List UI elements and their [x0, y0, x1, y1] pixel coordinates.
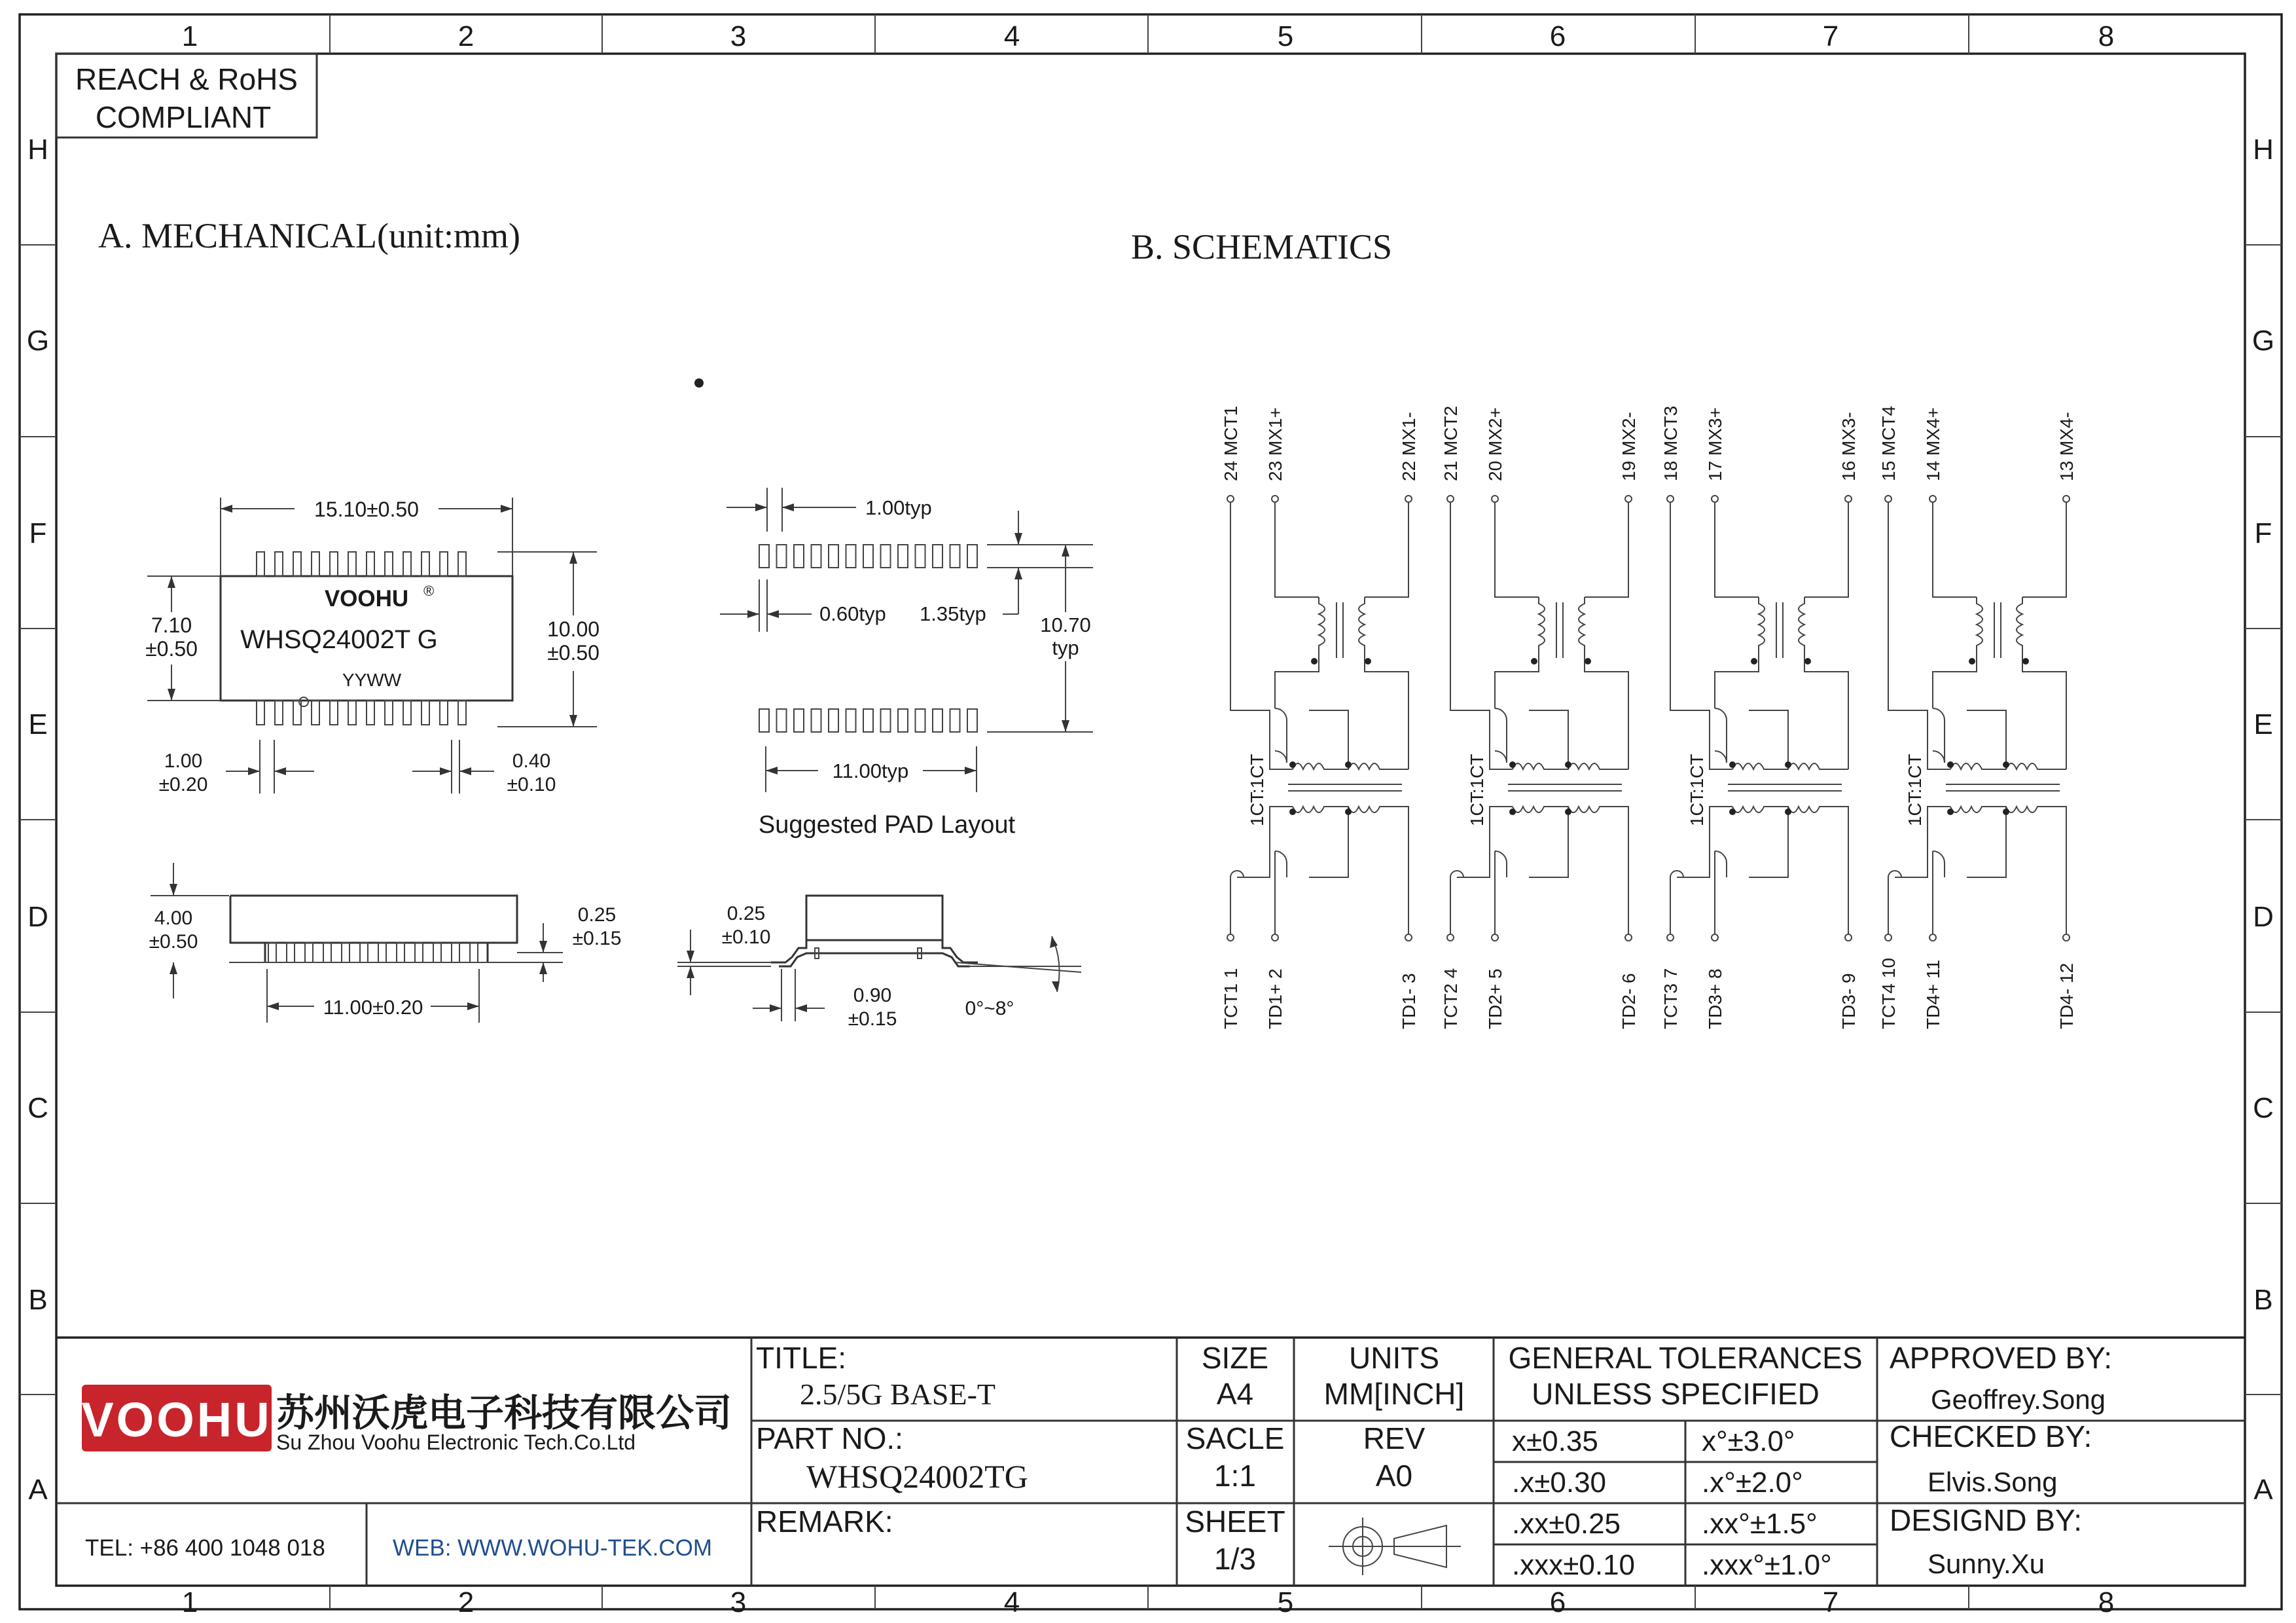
schematic-bottom-pin-label: TCT4 10	[1878, 958, 1899, 1029]
schematic-top-pin-label: 23 MX1+	[1265, 407, 1285, 481]
end-view-lead-thk-b: ±0.10	[721, 926, 771, 948]
logo-text: VOOHU	[81, 1393, 272, 1447]
schematic-top-pin-label: 24 MCT1	[1221, 405, 1241, 481]
top-view-height-dim-b: ±0.50	[145, 637, 198, 661]
company-name-en: Su Zhou Voohu Electronic Tech.Co.Ltd	[276, 1431, 636, 1454]
schematic-top-pin-label: 20 MX2+	[1485, 407, 1505, 481]
grid-col-label-top: 6	[1549, 20, 1566, 52]
pad-height-dim: 1.35typ	[920, 602, 986, 625]
tolerance-title-1: GENERAL TOLERANCES	[1508, 1341, 1863, 1375]
grid-row-label-left: A	[28, 1474, 48, 1506]
schematic-bottom-pin-label: TD3+ 8	[1705, 968, 1725, 1029]
schematic-top-pin-label: 16 MX3-	[1839, 412, 1859, 481]
approved-value: Geoffrey.Song	[1931, 1384, 2106, 1415]
scale-label: SACLE	[1185, 1421, 1285, 1455]
grid-row-label-left: C	[27, 1092, 48, 1124]
rev-value: A0	[1375, 1459, 1413, 1493]
grid-row-label-left: B	[28, 1284, 48, 1316]
tel: TEL: +86 400 1048 018	[85, 1535, 325, 1561]
pad-pitch-dim: 1.00typ	[865, 496, 932, 519]
pad-span-dim-b: typ	[1052, 636, 1079, 659]
compliance-line2: COMPLIANT	[95, 100, 272, 134]
tolerance-linear: .xxx±0.10	[1512, 1549, 1636, 1581]
top-view-reg-mark: ®	[423, 583, 435, 599]
top-view-width-dim: 15.10±0.50	[314, 498, 419, 521]
schematic-top-pin-label: 18 MCT3	[1660, 405, 1681, 481]
end-view-foot-b: ±0.15	[848, 1008, 897, 1030]
schematic-bottom-pin-label: TCT1 1	[1221, 968, 1241, 1029]
schematic-top-pin-label: 19 MX2-	[1619, 412, 1639, 481]
title-value: 2.5/5G BASE-T	[800, 1377, 996, 1411]
scale-value: 1:1	[1214, 1459, 1256, 1493]
side-view	[149, 863, 622, 1023]
units-label: UNITS	[1349, 1341, 1439, 1375]
sheet-value: 1/3	[1214, 1542, 1256, 1576]
side-view-standoff-b: ±0.15	[572, 928, 622, 949]
third-angle-projection-icon	[1329, 1518, 1461, 1575]
grid-row-label-right: D	[2253, 901, 2274, 933]
mechanical-title: A. MECHANICAL(unit:mm)	[98, 216, 520, 255]
grid-col-label-bottom: 2	[457, 1586, 475, 1618]
grid-row-label-left: G	[26, 325, 50, 357]
grid-col-label-top: 5	[1277, 20, 1294, 52]
schematic-ratio-label: 1CT:1CT	[1247, 754, 1267, 826]
end-view	[677, 896, 1081, 1030]
grid-row-label-left: E	[28, 708, 48, 740]
units-value: MM[INCH]	[1323, 1377, 1465, 1411]
grid-col-label-bottom: 8	[2098, 1586, 2115, 1618]
schematic-top-pin-label: 21 MCT2	[1441, 405, 1461, 481]
designed-value: Sunny.Xu	[1928, 1548, 2045, 1579]
side-view-height-a: 4.00	[154, 907, 193, 929]
grid-row-label-right: C	[2253, 1092, 2274, 1124]
schematic-ratio-label: 1CT:1CT	[1467, 754, 1487, 826]
compliance-line1: REACH & RoHS	[75, 62, 298, 96]
schematic-channel	[1878, 406, 2077, 1029]
grid-col-label-bottom: 1	[181, 1586, 198, 1618]
tolerance-linear: .x±0.30	[1512, 1467, 1607, 1499]
size-label: SIZE	[1201, 1341, 1269, 1375]
schematic-bottom-pin-label: TD2+ 5	[1485, 968, 1505, 1029]
grid-row-label-left: H	[27, 134, 48, 166]
top-view-pitch-b: ±0.20	[158, 774, 208, 795]
schematic-bottom-pin-label: TCT2 4	[1441, 968, 1461, 1029]
end-view-angle: 0°~8°	[965, 998, 1014, 1019]
grid-col-label-top: 8	[2098, 20, 2115, 52]
grid-row-label-left: D	[27, 901, 48, 933]
grid-col-label-top: 7	[1822, 20, 1839, 52]
grid-col-label-bottom: 6	[1549, 1586, 1566, 1618]
sheet-label: SHEET	[1185, 1504, 1285, 1539]
tolerance-title-2: UNLESS SPECIFIED	[1532, 1377, 1820, 1411]
pad-layout	[720, 488, 1093, 839]
tolerance-angular: x°±3.0°	[1702, 1425, 1795, 1457]
website: WEB: WWW.WOHU-TEK.COM	[393, 1535, 712, 1561]
schematic-top-pin-label: 17 MX3+	[1705, 407, 1725, 481]
schematic-ratio-label: 1CT:1CT	[1905, 754, 1925, 826]
schematic-top-pin-label: 15 MCT4	[1878, 405, 1899, 481]
schematic-top-pin-label: 13 MX4-	[2056, 412, 2077, 481]
schematic-ratio-label: 1CT:1CT	[1687, 754, 1707, 826]
schematic-channel	[1221, 406, 1419, 1029]
title-block	[56, 1338, 2245, 1586]
top-view	[145, 498, 600, 795]
schematic	[1221, 406, 2077, 1029]
grid-col-label-bottom: 7	[1822, 1586, 1839, 1618]
grid-row-label-right: F	[2254, 517, 2272, 549]
grid-row-label-right: G	[2251, 325, 2275, 357]
grid-col-label-top: 3	[730, 20, 747, 52]
top-view-overall-dim-a: 10.00	[547, 617, 600, 641]
schematic-bottom-pin-label: TD1+ 2	[1265, 968, 1285, 1029]
pad-width-dim: 0.60typ	[819, 602, 886, 625]
part-value: WHSQ24002TG	[806, 1458, 1028, 1495]
end-view-lead-thk-a: 0.25	[726, 903, 766, 924]
grid-row-label-left: F	[29, 517, 47, 549]
grid-col-label-top: 2	[457, 20, 475, 52]
top-view-pitch-a: 1.00	[164, 750, 203, 772]
side-view-length-dim: 11.00±0.20	[323, 996, 423, 1019]
schematics-title: B. SCHEMATICS	[1131, 227, 1393, 266]
side-view-standoff-a: 0.25	[577, 904, 617, 926]
schematic-channel	[1441, 406, 1639, 1029]
schematic-bottom-pin-label: TD2- 6	[1619, 973, 1639, 1029]
grid-row-label-right: E	[2253, 708, 2273, 740]
size-value: A4	[1216, 1377, 1254, 1411]
pad-layout-caption: Suggested PAD Layout	[758, 811, 1016, 839]
grid-col-label-top: 1	[181, 20, 198, 52]
tolerance-angular: .xx°±1.5°	[1702, 1508, 1818, 1540]
tolerance-angular: .x°±2.0°	[1702, 1467, 1803, 1499]
approved-label: APPROVED BY:	[1890, 1341, 2113, 1375]
checked-value: Elvis.Song	[1928, 1467, 2058, 1497]
top-view-overall-dim-b: ±0.50	[547, 641, 600, 665]
company-name-cn: 苏州沃虎电子科技有限公司	[276, 1392, 732, 1434]
compliance-box	[56, 54, 317, 137]
grid-row-label-right: B	[2253, 1284, 2273, 1316]
pad-span-dim-a: 10.70	[1040, 613, 1091, 636]
schematic-top-pin-label: 14 MX4+	[1923, 407, 1943, 481]
grid-rows	[20, 134, 2282, 1506]
end-view-foot-a: 0.90	[853, 985, 892, 1006]
schematic-bottom-pin-label: TD1- 3	[1399, 973, 1419, 1029]
schematic-bottom-pin-label: TD3- 9	[1839, 973, 1859, 1029]
top-view-lead-a: 0.40	[512, 750, 551, 772]
part-label: PART NO.:	[756, 1421, 903, 1455]
designed-label: DESIGND BY:	[1890, 1503, 2082, 1537]
schematic-channel	[1660, 406, 1859, 1029]
grid-row-label-right: A	[2253, 1474, 2273, 1506]
rev-label: REV	[1363, 1421, 1426, 1455]
top-view-lead-b: ±0.10	[507, 774, 556, 795]
grid-col-label-bottom: 4	[1003, 1586, 1020, 1618]
grid-row-label-right: H	[2253, 134, 2274, 166]
schematic-bottom-pin-label: TD4- 12	[2056, 962, 2077, 1029]
tolerance-linear: x±0.35	[1512, 1425, 1598, 1457]
grid-col-label-top: 4	[1003, 20, 1020, 52]
grid-col-label-bottom: 5	[1277, 1586, 1294, 1618]
tolerance-angular: .xxx°±1.0°	[1702, 1549, 1832, 1581]
tolerance-linear: .xx±0.25	[1512, 1508, 1621, 1540]
reference-dot	[694, 378, 704, 388]
top-view-brand: VOOHU	[324, 586, 409, 611]
grid-col-label-bottom: 3	[730, 1586, 747, 1618]
checked-label: CHECKED BY:	[1890, 1419, 2092, 1453]
schematic-top-pin-label: 22 MX1-	[1399, 412, 1419, 481]
schematic-bottom-pin-label: TD4+ 11	[1923, 959, 1943, 1029]
side-view-height-b: ±0.50	[149, 931, 198, 953]
pad-row-length-dim: 11.00typ	[832, 759, 909, 782]
title-label: TITLE:	[756, 1341, 847, 1375]
top-view-height-dim-a: 7.10	[151, 613, 192, 637]
remark-label: REMARK:	[756, 1504, 893, 1539]
top-view-part: WHSQ24002T G	[240, 625, 438, 654]
top-view-date-code: YYWW	[342, 670, 402, 690]
schematic-bottom-pin-label: TCT3 7	[1660, 968, 1681, 1029]
